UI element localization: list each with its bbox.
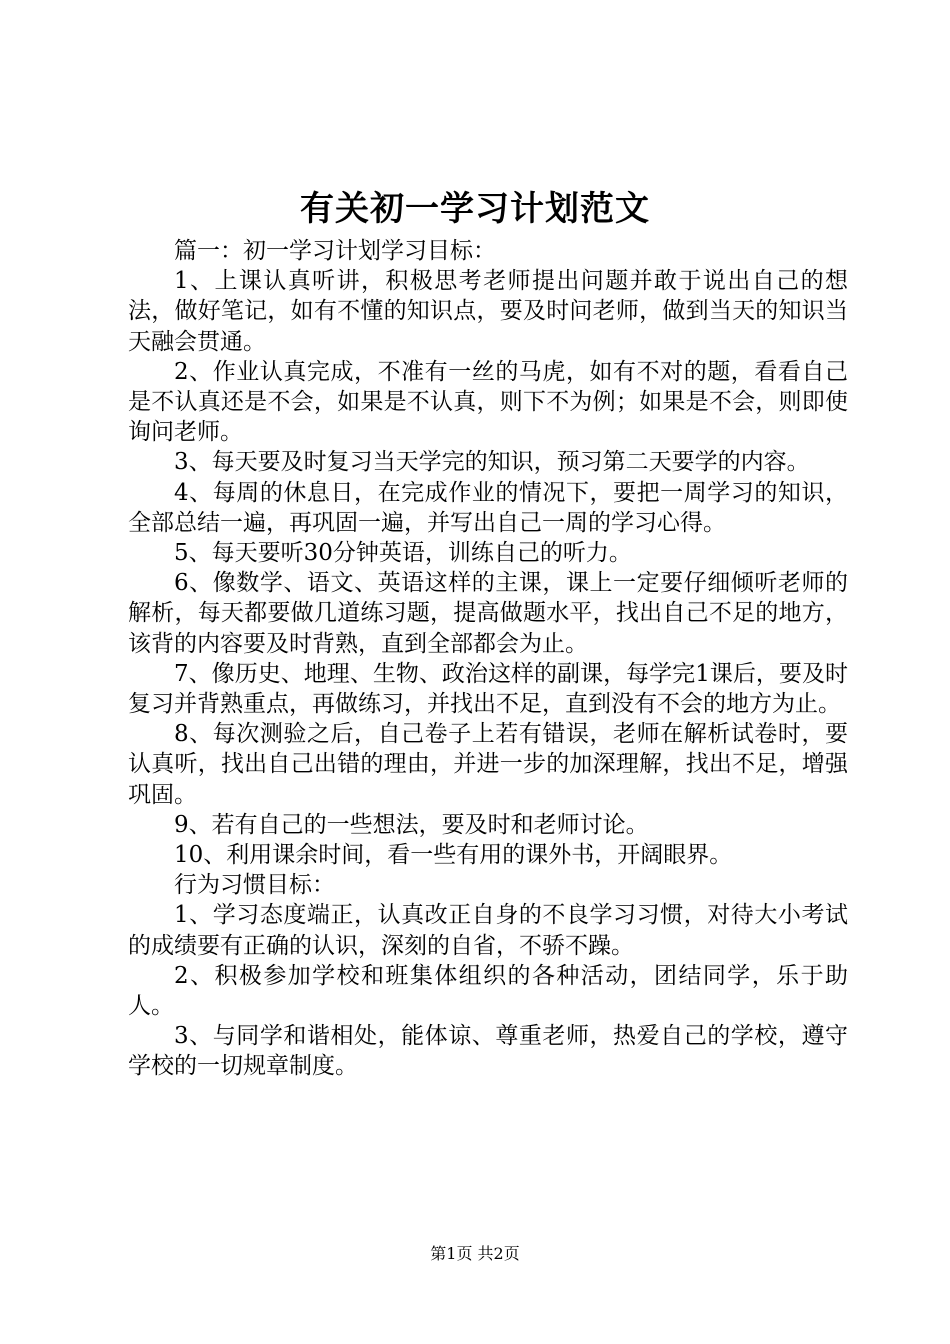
paragraph: 10、利用课余时间，看一些有用的课外书，开阔眼界。 [174, 842, 733, 869]
paragraph: 5、每天要听30分钟英语，训练自己的听力。 [174, 540, 632, 567]
section-heading: 行为习惯目标： [174, 872, 335, 899]
paragraph: 1、学习态度端正，认真改正自身的不良学习习惯，对待大小考试的成绩要有正确的认识，深刻的自省，不骄不躁。 [128, 902, 848, 959]
section-heading: 篇一：初一学习计划学习目标： [174, 238, 496, 264]
paragraph: 2、作业认真完成，不准有一丝的马虎，如有不对的题，看看自己是不认真还是不会，如果是不认真，则下不为例；如果是不会，则即使询问老师。 [128, 358, 848, 446]
paragraph: 7、像历史、地理、生物、政治这样的副课，每学完1课后，要及时复习并背熟重点，再做练习，并找出不足，直到没有不会的地方为止。 [128, 660, 848, 718]
paragraph: 2、积极参加学校和班集体组织的各种活动，团结同学，乐于助人。 [128, 962, 848, 1020]
page-number-footer: 第1页 共2页 [430, 1244, 520, 1263]
paragraph: 8、每次测验之后，自己卷子上若有错误，老师在解析试卷时，要认真听，找出自己出错的理由，并进一步的加深理解，找出不足，增强巩固。 [128, 721, 848, 808]
document-title: 有关初一学习计划范文 [300, 189, 650, 229]
paragraph: 9、若有自己的一些想法，要及时和老师讨论。 [174, 811, 649, 838]
paragraph: 6、像数学、语文、英语这样的主课，课上一定要仔细倾听老师的解析，每天都要做几道练习题，提高做题水平，找出自己不足的地方，该背的内容要及时背熟，直到全部都会为止。 [128, 570, 848, 657]
paragraph: 3、每天要及时复习当天学完的知识，预习第二天要学的内容。 [174, 449, 810, 476]
paragraph: 1、上课认真听讲，积极思考老师提出问题并敢于说出自己的想法，做好笔记，如有不懂的知识点，要及时问老师，做到当天的知识当天融会贯通。 [128, 268, 848, 355]
paragraph: 4、每周的休息日，在完成作业的情况下，要把一周学习的知识，全部总结一遍，再巩固一遍，并写出自己一周的学习心得。 [128, 479, 848, 536]
paragraph: 3、与同学和谐相处，能体谅、尊重老师，热爱自己的学校，遵守学校的一切规章制度。 [128, 1023, 848, 1080]
document-body [128, 236, 848, 1082]
